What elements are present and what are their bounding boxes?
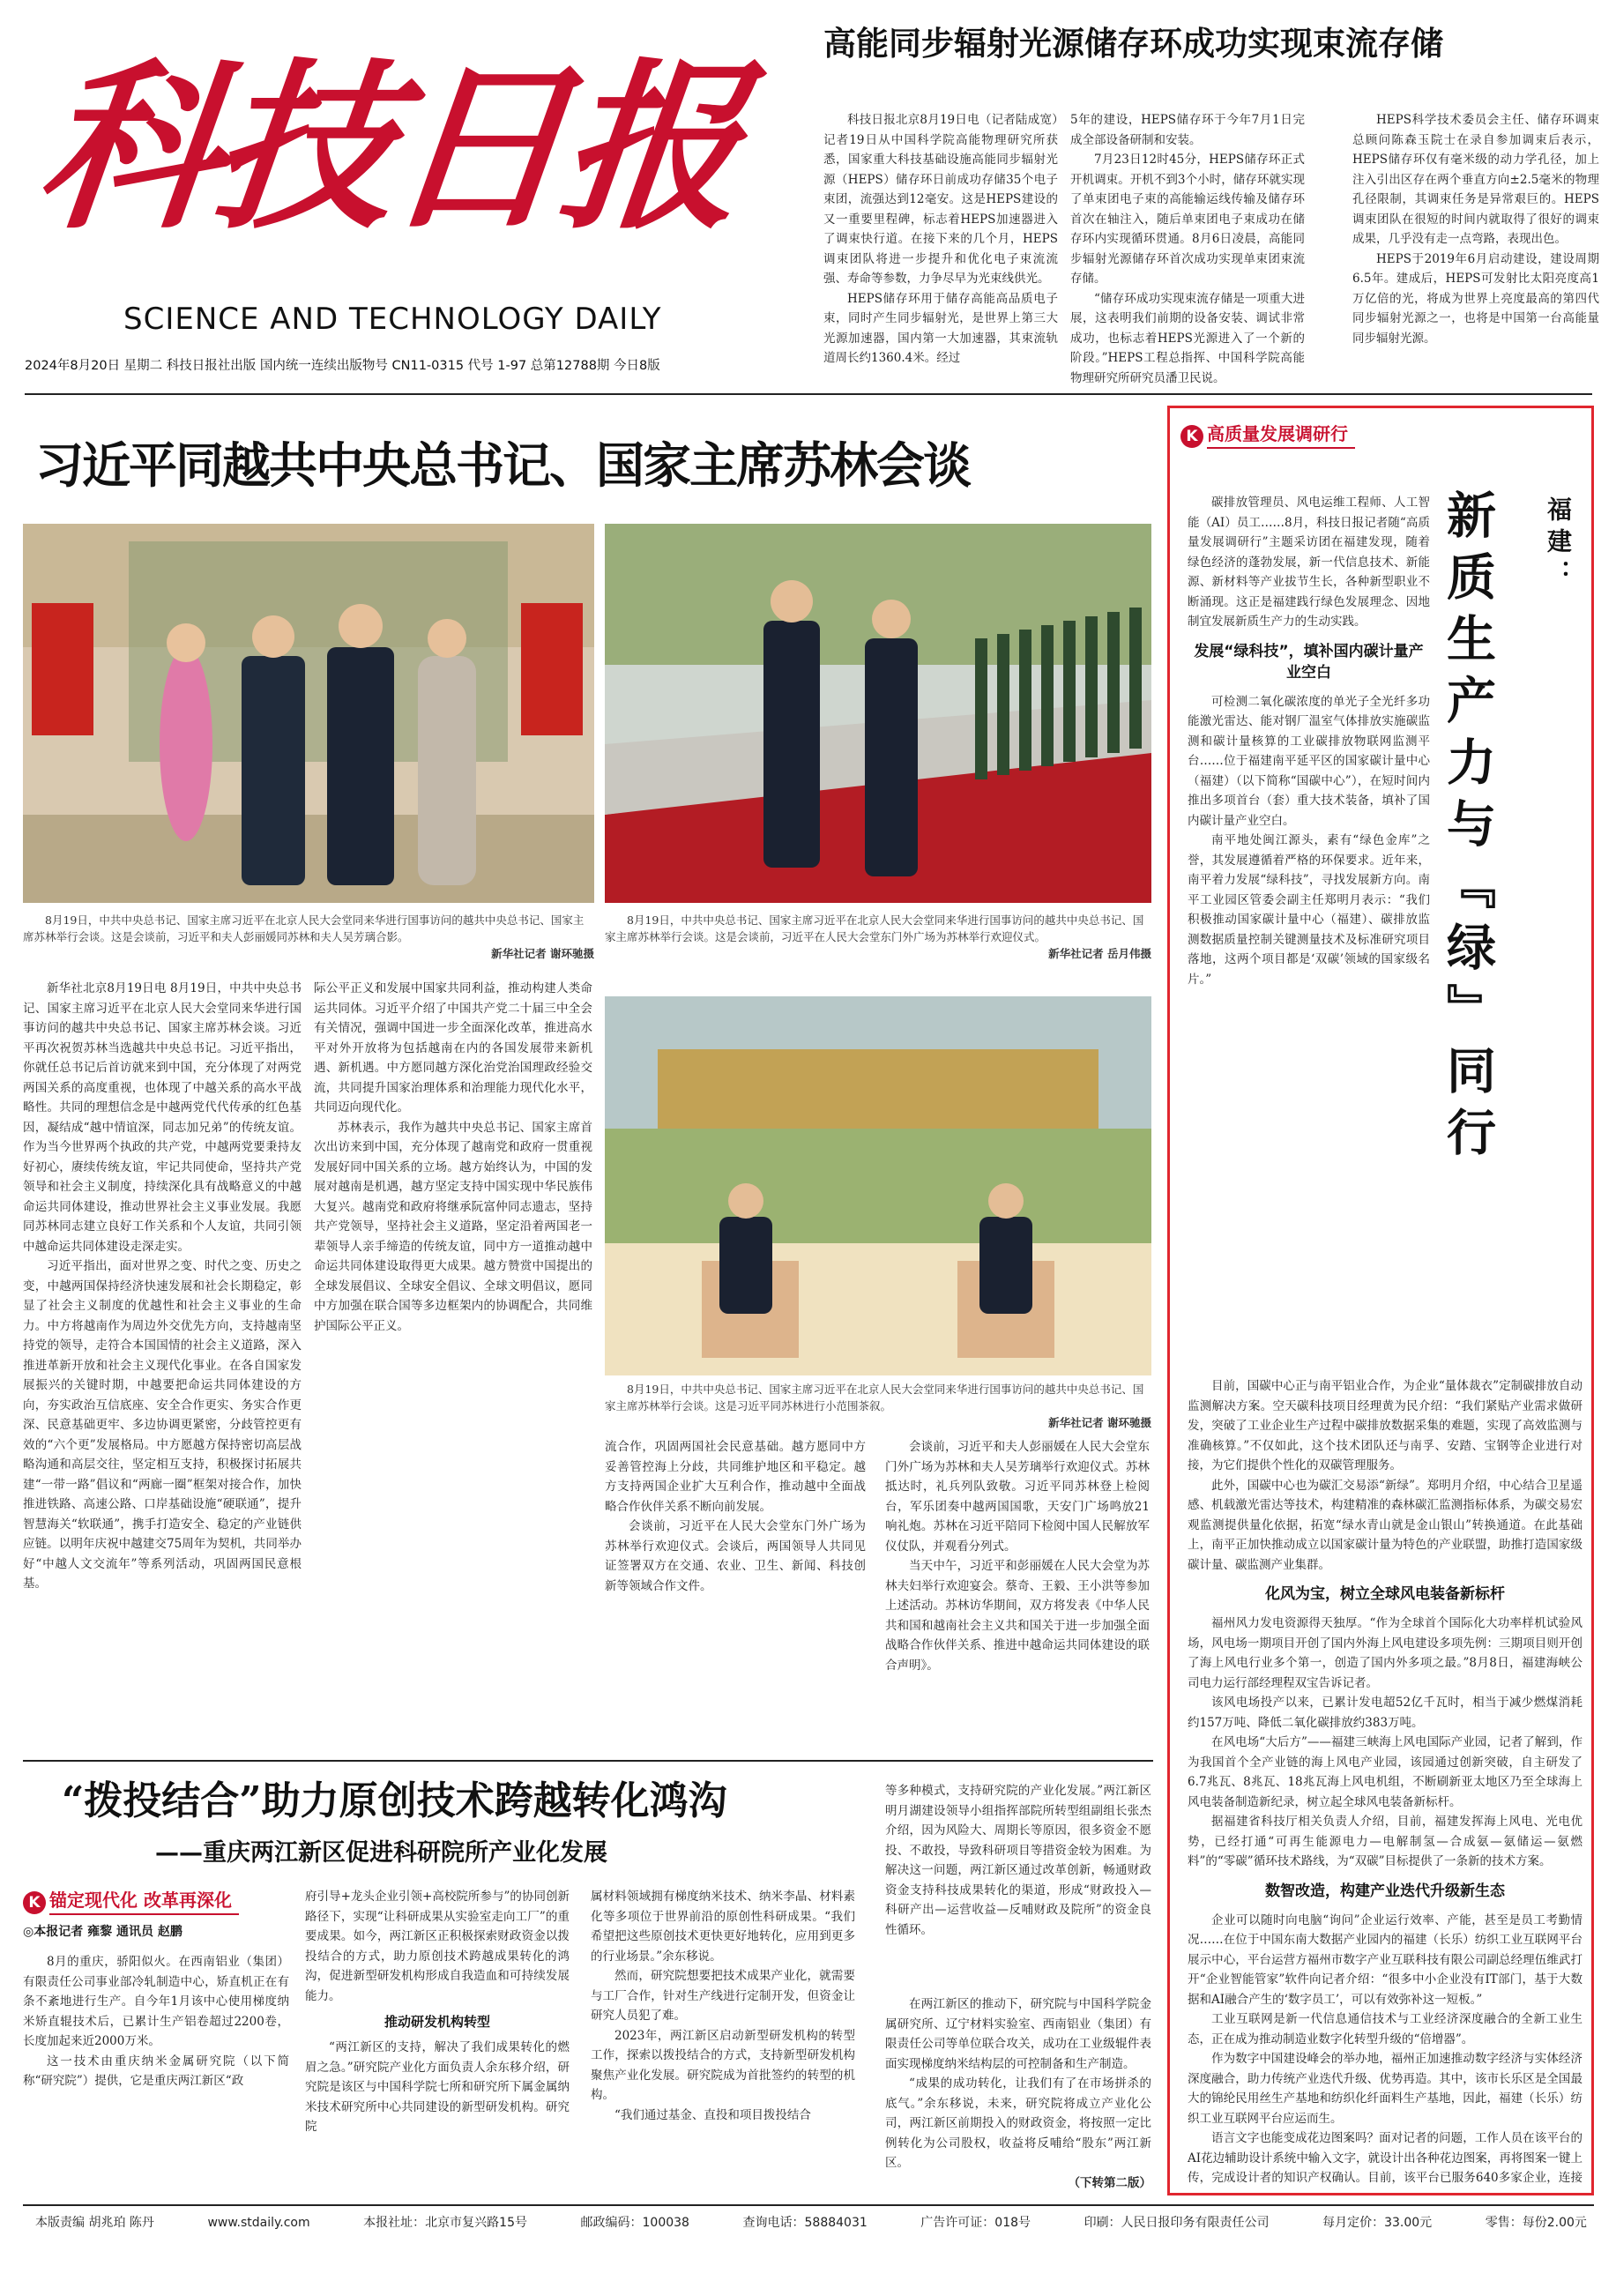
footer-editors: 本版责编 胡兆珀 陈丹 <box>35 2216 154 2230</box>
bottom-p10: 在两江新区的推动下，研究院与中国科学院金属研究所、辽宁材料实验室、西南铝业（集团）有限责任公司等单位联合攻关，成功在工业级辊件表面实现梯度纳米结构层的可控制备和生产制造。 <box>885 1997 1151 2071</box>
sidebar-province: 福建： <box>1544 496 1573 592</box>
main-p6: 会谈前，习近平在人民大会堂东门外广场为苏林举行欢迎仪式。会谈后，两国领导人共同见证签署双方在交通、农业、卫生、新闻、科技创新等领域合作文件。 <box>605 1519 866 1593</box>
sidebar-tag-label: 高质量发展调研行 <box>1207 421 1355 449</box>
photo1-caption <box>23 912 594 962</box>
sidebar-p2: 南平地处闽江源头，素有“绿色金库”之誉，其发展遵循着严格的环保要求。近年来，南平着力发展“绿科技”，寻找发展新方向。南平工业园区管委会副主任郑明月表示：“我们积极推动国家碳计量中心（福建）、碳排放监测数据质量控制关键测量技术及标准研究项目落地，这两个项目都是‘双碳’领域的国家级名片。” <box>1188 833 1430 987</box>
divider-top <box>25 393 1592 395</box>
photo1-caption-text: 8月19日，中共中央总书记、国家主席习近平在北京人民大会堂同来华进行国事访问的越共中央总书记、国家主席苏林举行会谈。这是会谈前，习近平和夫人彭丽媛同苏林和夫人吴芳璃合影。 <box>23 913 585 943</box>
main-headline: 习近平同越共中央总书记、国家主席苏林会谈 <box>35 437 971 494</box>
issue-line: 2024年8月20日 星期二 科技日报社出版 国内统一连续出版物号 CN11-0315 代号 1-97 总第12788期 今日8版 <box>25 359 660 373</box>
sidebar-intro: 碳排放管理员、风电运维工程师、人工智能（AI）员工……8月，科技日报记者随“高质量发展调研行”主题采访团在福建发现，随着绿色经济的蓬勃发展，新一代信息技术、新能源、新材料等产业拔节生长，各种新型职业不断涌现。这正是福建践行绿色发展理念、因地制宜发展新质生产力的生动实践。 <box>1188 496 1430 629</box>
top-story-p6: HEPS科学技术委员会主任、储存环调束总顾问陈森玉院士在录自参加调束后表示，HEPS储存环仅有毫米级的动力学孔径，加上注入引出区存在两个垂直方向±2.5毫米的物理孔径限制，其调束任务是异常艰巨的。HEPS调束团队在很短的时间内就取得了很好的调束成果，几乎没有走一点弯路，表现出色。 <box>1352 113 1599 246</box>
main-p8: 当天中午，习近平和彭丽媛在人民大会堂为苏林夫妇举行欢迎宴会。蔡奇、王毅、王小洪等参加上述活动。苏林访华期间，双方将发表《中华人民共和国和越南社会主义共和国关于进一步加强全面战略合作伙伴关系、推进中越命运共同体建设的联合声明》。 <box>885 1559 1150 1673</box>
footer-postcode: 邮政编码：100038 <box>580 2216 689 2230</box>
masthead-title: 科技日报 <box>29 42 747 254</box>
photo3-credit: 新华社记者 谢环驰摄 <box>1048 1416 1151 1429</box>
bottom-headline: “拨投结合”助力原创技术跨越转化鸿沟 <box>62 1778 727 1823</box>
main-col-3 <box>605 1437 866 1755</box>
sidebar-p8: 据福建省科技厅相关负责人介绍，目前，福建发挥海上风电、光电优势，已经打通“可再生能源电力—电解制氢—合成氨—氨储运—氨燃料”的“零碳”循环技术路线，为“双碳”目标提供了一条新的技术方案。 <box>1188 1815 1582 1868</box>
main-p4: 苏林表示，我作为越共中央总书记、国家主席首次出访来到中国，充分体现了越南党和政府一贯重视发展好同中国关系的立场。越方始终认为，中国的发展对越南是机遇，越方坚定支持中国实现中华民族伟大复兴。越南党和政府将继承阮富仲同志遗志，坚持共产党领导，坚持社会主义道路，坚定沿着两国老一辈领导人亲手缔造的传统友谊，同中方一道推动越中命运共同体建设取得更大成果。越方赞赏中国提出的全球发展倡议、全球安全倡议、全球文明倡议，愿同中方加强在联合国等多边框架内的协调配合，共同维护国际公平正义。 <box>314 1120 592 1333</box>
bottom-tag-label: 锚定现代化 改革再深化 <box>49 1887 239 1915</box>
bottom-p8: “我们通过基金、直投和项目拨投结合 <box>614 2107 811 2122</box>
bottom-p1: 8月的重庆，骄阳似火。在西南铝业（集团）有限责任公司事业部冷轧制造中心，矫直机正在有条不紊地进行生产。自今年1月该中心使用梯度纳米矫直辊技术后，已累计生产铝卷超过2200卷，长度加起来近2000万米。 <box>23 1955 289 2048</box>
bottom-continued: （下转第二版） <box>1068 2175 1151 2190</box>
footer-ad-license: 广告许可证：018号 <box>920 2216 1031 2230</box>
sidebar-k-badge: K <box>1180 425 1203 448</box>
bottom-k-badge: K <box>23 1891 46 1914</box>
footer-retail-price: 零售：每份2.00元 <box>1485 2216 1587 2230</box>
sidebar-p6: 该风电场投产以来，已累计发电超52亿千瓦时，相当于减少燃煤消耗约157万吨、降低二氧化碳排放约383万吨。 <box>1188 1696 1582 1730</box>
masthead <box>25 16 801 448</box>
sidebar-sub1: 发展“绿科技”，填补国内碳计量产业空白 <box>1194 642 1424 682</box>
photo1-credit: 新华社记者 谢环驰摄 <box>491 947 594 960</box>
bottom-tag <box>23 1887 239 1915</box>
sidebar-p5: 福州风力发电资源得天独厚。“作为全球首个国际化大功率样机试验风场，风电场一期项目开创了国内外海上风电建设多项先例：三期项目则开创了海上风电行业多个第一，创造了国内外多项之最。”8月8日，福建海峡公司电力运行部经理程双宝告诉记者。 <box>1188 1616 1582 1690</box>
masthead-subtitle: SCIENCE AND TECHNOLOGY DAILY <box>123 302 662 337</box>
main-p2: 习近平指出，面对世界之变、时代之变、历史之变，中越两国保持经济快速发展和社会长期稳定，彰显了社会主义制度的优越性和社会主义事业的生命力。中方将越南作为周边外交优先方向，支持越南坚持党的领导，走符合本国国情的社会主义道路，深入推进革新开放和社会主义现代化事业。在各自国家发展振兴的关键时期，中越要把命运共同体建设的方向，夯实政治互信底座、安全合作更实、务实合作更深、民意基础更牢、多边协调更紧密，分歧管控更有效的“六个更”发展格局。中方愿越方保持密切高层战略沟通和高层交往，坚定相互支持，积极探讨拓展共建“一带一路”倡议和“两廊一圈”框架对接合作，加快推进铁路、高速公路、口岸基础设施“硬联通”，提升智慧海关“软联通”，携手打造安全、稳定的产业链供应链。以明年庆祝中越建交75周年为契机，共同举办好“中越人文交流年”等系列活动，巩固两国民意根基。 <box>23 1259 302 1591</box>
bottom-col-2 <box>305 1887 570 2192</box>
bottom-col-4 <box>885 1781 1151 1975</box>
main-p1: 新华社北京8月19日电 8月19日，中共中央总书记、国家主席习近平在北京人民大会堂同来华进行国事访问的越共中央总书记、国家主席苏林会谈。习近平再次祝贺苏林当选越共中央总书记。习近平指出，你就任总书记后首访就来到中国，充分体现了对两党两国关系的高度重视，也体现了中越关系的高水平战略性。共同的理想信念是中越两党代代传承的红色基因，凝结成“越中情谊深，同志加兄弟”的传统友谊。作为当今世界两个执政的共产党，中越两党要秉持友好初心，赓续传统友谊，牢记共同使命，坚持共产党领导和社会主义制度，持续深化具有战略意义的中越命运共同体建设，推动世界社会主义事业发展。我愿同苏林同志建立良好工作关系和个人友谊，共同引领中越命运共同体建设走深走实。 <box>23 981 302 1254</box>
bottom-p6: 然而，研究院想要把技术成果产业化，就需要与工厂合作，针对生产线进行定制开发，但资金让研究人员犯了难。 <box>591 1969 855 2023</box>
divider-bottom <box>23 1760 1153 1762</box>
bottom-col-3 <box>591 1887 855 2192</box>
bottom-p2: 这一技术由重庆纳米金属研究院（以下简称“研究院”）提供，它是重庆两江新区“政 <box>23 2054 289 2088</box>
sidebar-p7: 在风电场“大后方”——福建三峡海上风电国际产业园，记者了解到，作为我国首个全产业链的海上风电产业园，该园通过创新突破，自主研发了6.7兆瓦、8兆瓦、18兆瓦海上风电机组，不断刷新亚太地区乃至全球海上风电装备制造新纪录，树立起全球风电装备新标杆。 <box>1188 1735 1582 1809</box>
footer-printer: 印刷：人民日报印务有限责任公司 <box>1084 2216 1270 2230</box>
top-story-p1: 科技日报北京8月19日电（记者陆成宽）记者19日从中国科学院高能物理研究所获悉，国家重大科技基础设施高能同步辐射光源（HEPS）储存环日前成功存储35个电子束团，流强达到12毫安。这是HEPS建设的又一重要里程碑，标志着HEPS加速器进入了调束快行道。在接下来的几个月，HEPS调束团队将进一步提升和优化电子束流流强、寿命等参数，力争尽早为光束线供光。 <box>823 113 1058 286</box>
top-story-p5: “储存环成功实现束流存储是一项重大进展，这表明我们前期的设备安装、调试非常成功，也标志着HEPS光源进入了一个新的阶段。”HEPS工程总指挥、中国科学院高能物理研究所研究员潘卫民说。 <box>1070 291 1305 385</box>
sidebar-box <box>1167 406 1594 2195</box>
photo2-credit: 新华社记者 岳月伟摄 <box>1048 947 1151 960</box>
top-story-p2: HEPS储存环用于储存高能高品质电子束，同时产生同步辐射光，是世界上第三大光源加速器，国内第一大加速器，其束流轨道周长约1360.4米。经过 <box>823 291 1058 365</box>
sidebar-p12: 语言文字也能变成花边图案吗？面对记者的问题，工作人员在该平台的AI花边辅助设计系统中输入文字，就设计出各种花边图案，再将图案一键上传，完成设计者的知识产权确认。目前，该平台已服务640多家企业，连接 <box>1188 2131 1582 2185</box>
main-col-2 <box>314 979 592 1755</box>
group-portrait-image <box>23 524 594 903</box>
bottom-p9: 等多种模式，支持研究院的产业化发展。”两江新区明月湖建设领导小组指挥部院所转型组副组长张杰介绍，因为风险大、周期长等原因，很多资金不愿投、不敢投，导致科研项目等措资金较为困难。为解决这一问题，两江新区通过改革创新，畅通财政资金支持科技成果转化的渠道，形成“财政投入—科研产出—运营收益—反哺财政及院所”的资金良性循环。 <box>885 1784 1151 1937</box>
footer <box>35 2213 1587 2233</box>
sidebar-p1: 可检测二氧化碳浓度的单光子全光纤多功能激光雷达、能对钢厂温室气体排放实施碳监测和碳计量核算的工业碳排放物联网监测平台……位于福建南平延平区的国家碳计量中心（福建）（以下简称“国碳中心”），在短时间内推出多项首台（套）重大技术装备，填补了国内碳计量产业空白。 <box>1188 694 1430 828</box>
bottom-col-5 <box>885 1994 1151 2194</box>
sidebar-headline: 新质生产力与『绿』同行 <box>1439 489 1496 1168</box>
footer-monthly-price: 每月定价：33.00元 <box>1322 2216 1433 2230</box>
main-p7: 会谈前，习近平和夫人彭丽媛在人民大会堂东门外广场为苏林和夫人吴芳璃举行欢迎仪式。苏林抵达时，礼兵列队致敬。习近平同苏林登上检阅台，军乐团奏中越两国国歌，天安门广场鸣放21响礼炮。苏林在习近平陪同下检阅中国人民解放军仪仗队，并观看分列式。 <box>885 1440 1150 1554</box>
footer-phone: 查询电话：58884031 <box>742 2216 868 2230</box>
sidebar-sub3: 数智改造，构建产业迭代升级新生态 <box>1265 1882 1505 1900</box>
top-story-p3: 5年的建设，HEPS储存环于今年7月1日完成全部设备研制和安装。 <box>1070 113 1305 147</box>
photo-tea-meeting <box>605 996 1151 1375</box>
top-story <box>823 18 1599 388</box>
main-p5: 流合作，巩固两国社会民意基础。越方愿同中方妥善管控海上分歧，共同维护地区和平稳定。越方支持两国企业扩大互利合作，推动越中全面战略合作伙伴关系不断向前发展。 <box>605 1440 866 1514</box>
main-col-1 <box>23 979 302 1755</box>
top-story-p4: 7月23日12时45分，HEPS储存环正式开机调束。开机不到3个小时，储存环就实现了单束团电子束的高能输运线传输及储存环首次在轴注入，随后单束团电子束成功在储存环内实现循环贯通。8月6日凌晨，高能同步辐射光源储存环首次成功实现单束团束流存储。 <box>1070 153 1305 286</box>
welcome-ceremony-image <box>605 524 1151 903</box>
sidebar-p10: 工业互联网是新一代信息通信技术与工业经济深度融合的全新工业生态，正在成为推动制造业数字化转型升级的“倍增器”。 <box>1188 2012 1582 2046</box>
bottom-p3: 府引导+龙头企业引领+高校院所参与”的协同创新路径下，实现“让科研成果从实验室走向工厂”的重要成果。如今，两江新区正积极探索财政资金以拨投结合的方式，助力原创技术跨越成果转化的鸿沟，促进新型研发机构形成自我造血和可持续发展能力。 <box>305 1890 570 2003</box>
tea-meeting-image <box>605 996 1151 1375</box>
photo3-caption-text: 8月19日，中共中央总书记、国家主席习近平在北京人民大会堂同来华进行国事访问的越共中央总书记、国家主席苏林举行会谈。这是习近平同苏林进行小范围茶叙。 <box>605 1383 1144 1413</box>
bottom-p11: “成果的成功转化，让我们有了在市场拼杀的底气。”余东移说，未来，研究院将成立产业化公司，两江新区前期投入的财政资金，将按照一定比例转化为公司股权，收益将反哺给“股东”两江新区。 <box>885 2076 1151 2170</box>
bottom-p4: “两江新区的支持，解决了我们成果转化的燃眉之急。”研究院产业化方面负责人余东移介绍，研究院是该区与中国科学院七所和研究所下属金属纳米技术研究所中心共同建设的新型研发机构。研究院 <box>305 2040 570 2134</box>
footer-website[interactable]: www.stdaily.com <box>207 2216 310 2230</box>
sidebar-p11: 作为数字中国建设峰会的举办地，福州正加速推动数字经济与实体经济深度融合，助力传统产业迭代升级、优势再造。其中，该市长乐区是全国最大的锦纶民用丝生产基地和纺织化纤面料生产基地，因此，福建（长乐）纺织工业互联网平台应运而生。 <box>1188 2052 1582 2126</box>
footer-address: 本报社址：北京市复兴路15号 <box>363 2216 527 2230</box>
sidebar-sub2: 化风为宝，树立全球风电装备新标杆 <box>1265 1585 1505 1603</box>
top-story-p7: HEPS于2019年6月启动建设，建设周期6.5年。建成后，HEPS可发射比太阳亮度高1万亿倍的光，将成为世界上亮度最高的第四代同步辐射光源之一，也将是中国第一台高能量同步辐射光源。 <box>1352 251 1599 346</box>
photo3-caption <box>605 1381 1151 1431</box>
photo-welcome-ceremony <box>605 524 1151 903</box>
sidebar-p3: 目前，国碳中心正与南平铝业合作，为企业“量体裁衣”定制碳排放自动监测解决方案。空天碳科技项目经理黄为民介绍：“我们紧贴产业需求做研发，突破了工业企业生产过程中碳排放数据采集的难题，实现了高效监测与准确核算。”不仅如此，这个技术团队还与南孚、安踏、宝钢等企业进行对接，为它们提供个性化的双碳管理服务。 <box>1188 1379 1582 1472</box>
main-col-4 <box>885 1437 1150 1755</box>
footer-rule <box>23 2204 1594 2206</box>
photo-group-portrait <box>23 524 594 903</box>
sidebar-tag <box>1180 421 1355 449</box>
bottom-col-1 <box>23 1952 289 2192</box>
bottom-p5: 属材料领域拥有梯度纳米技术、纳米李晶、材料素化等多项位于世界前沿的原创性科研成果。“我们希望把这些原创技术更快更好地转化，应用到更多的行业场景。”余东移说。 <box>591 1890 855 1964</box>
bottom-subhead: ——重庆两江新区促进科研院所产业化发展 <box>155 1839 607 1867</box>
bottom-sub1: 推动研发机构转型 <box>384 2014 490 2030</box>
bottom-p7: 2023年，两江新区启动新型研发机构的转型工作，探索以拨投结合的方式，支持新型研发机构聚焦产业化发展。研究院成为首批签约的转型的机构。 <box>591 2028 855 2102</box>
sidebar-p4: 此外，国碳中心也为碳汇交易添“新绿”。郑明月介绍，中心结合卫星遥感、机载激光雷达等技术，构建精准的森林碳汇监测指标体系，为碳交易宏观监测提供量化依据，拓宽“绿水青山就是金山银山”转换通道。在此基础上，南平正加快推动成立以国家碳计量为特色的产业联盟，助推打造国家级碳计量、碳监测产业集群。 <box>1188 1478 1582 1572</box>
main-p3: 际公平正义和发展中国家共同利益，推动构建人类命运共同体。习近平介绍了中国共产党二十届三中全会有关情况，强调中国进一步全面深化改革，推进高水平对外开放将为包括越南在内的各国发展带来新机遇、新机遇。中方愿同越方深化治党治国理政经验交流，共同提升国家治理体系和治理能力现代化水平，共同迈向现代化。 <box>314 981 592 1114</box>
bottom-byline: ◎本报记者 雍黎 通讯员 赵鹏 <box>23 1925 182 1939</box>
sidebar-p9: 企业可以随时向电脑“询问”企业运行效率、产能，甚至是员工考勤情况……在位于中国东南大数据产业园内的福建（长乐）纺织工业互联网平台展示中心，平台运营方福州市数字产业互联科技有限公司副总经理伍维武打开“企业智能管家”软件向记者介绍：“很多中小企业没有IT部门，基于大数据和AI融合产生的‘数字员工’，可以有效弥补这一短板。” <box>1188 1912 1582 2007</box>
photo2-caption <box>605 912 1151 962</box>
photo2-caption-text: 8月19日，中共中央总书记、国家主席习近平在北京人民大会堂同来华进行国事访问的越共中央总书记、国家主席苏林举行会谈。这是会谈前，习近平在人民大会堂东门外广场为苏林举行欢迎仪式。 <box>605 913 1144 943</box>
top-story-headline: 高能同步辐射光源储存环成功实现束流存储 <box>823 25 1443 63</box>
